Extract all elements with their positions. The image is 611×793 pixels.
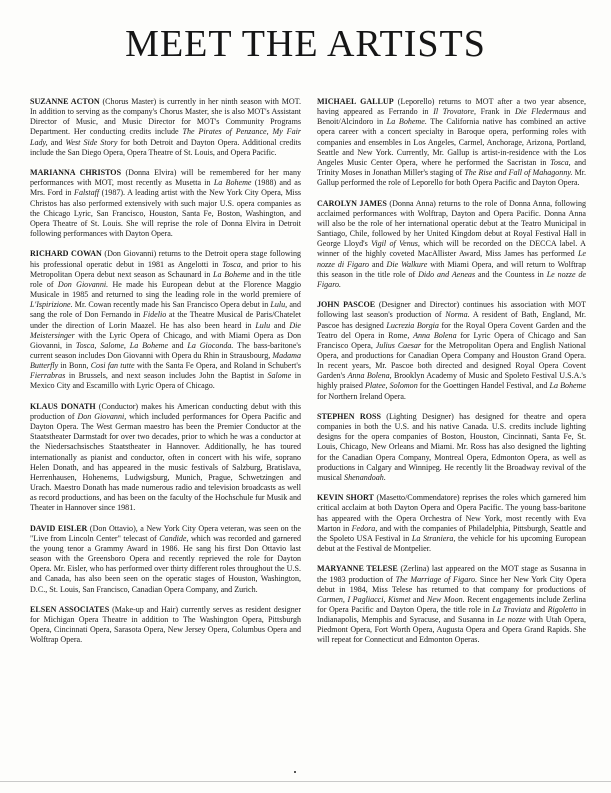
- work-title: Le nozze de Figaro.: [317, 269, 586, 289]
- work-title: Shenandoah.: [344, 472, 386, 482]
- bio-text: and: [410, 594, 428, 604]
- artist-name: MARIANNA CHRISTOS: [30, 168, 122, 178]
- bottom-edge-rule: [0, 781, 611, 782]
- bio-text: for the Metropolitan Opera and English National Opera, and productions for Canadian Opera Company and Houston Grand Opera. In recent years, Mr. Pascoe both directed and designed Royal Opera Covent Garden's: [317, 340, 587, 381]
- bio-text: which was recorded and garnered the young tenor a Grammy Award in 1986. He sang his first Don Ottavio last season with the Greensboro Opera and recently reprieved the role for Dayton Opera. Mr. Eisler, who has performed over thirty different roles throughout the U.S. and Canada, has also been seen on the operatic stages of Houston, Washington, D.C., St. Louis, San Francisco, Canadian Opera Company, and Zurich.: [30, 533, 301, 594]
- artist-name: KEVIN SHORT: [317, 493, 374, 503]
- work-title: Don Giovanni,: [77, 411, 127, 421]
- artist-bio: [317, 97, 586, 188]
- bio-text: for the Royal Opera Covent Garden and the Teatro del Opera in Rome,: [317, 320, 586, 340]
- page-title: MEET THE ARTISTS: [125, 23, 486, 65]
- bio-text: for both Detroit and Dayton Opera. Additional credits include the San Diego Opera, Opera Theatre of St. Louis, and Opera Pacific.: [30, 137, 301, 157]
- artist-bio: [30, 249, 301, 391]
- work-title: Lulu,: [270, 300, 288, 310]
- bio-text: with Utah Opera, Piedmont Opera, Fort Worth Opera, Augusta Opera and Opera Grand Rapids. She will repeat for Connecticut and Edmonton Operas.: [317, 615, 586, 645]
- artist-name: SUZANNE ACTON: [30, 97, 100, 106]
- work-title: Anna Bolena: [413, 330, 457, 340]
- bio-text: Mr. Gallup performed the role of Leporello for both Opera Pacific and Dayton Opera.: [317, 168, 587, 188]
- artist-bio: [30, 524, 301, 595]
- bio-text: and prior to his Metropolitan Opera debut next season as Schaunard in: [30, 259, 301, 279]
- work-title: La Boheme.: [386, 117, 427, 127]
- work-title: Rigoletto: [547, 604, 578, 614]
- bio-text: and: [168, 340, 188, 350]
- work-title: Fierrabras: [30, 371, 66, 381]
- artist-name: DAVID EISLER: [30, 523, 88, 533]
- bio-text: and in the title role of: [30, 269, 301, 289]
- work-title: Salome: [267, 371, 292, 381]
- work-title: The Pirates of Penzance, My Fair Lady,: [30, 127, 301, 147]
- bio-text: (Conductor) makes his American conducting debut with this production of: [30, 401, 301, 421]
- left-column: [30, 97, 301, 656]
- work-title: Platee, Solomon: [364, 381, 418, 391]
- bio-text: (Don Giovanni) returns to the Detroit opera stage following his professional operatic debut in 1981 as Angelotti in: [30, 249, 301, 269]
- bio-text: A resident of Bath, England, Mr. Pascoe has designed: [317, 310, 586, 330]
- work-title: Carmen, I Pagliacci, Kismet: [317, 594, 411, 604]
- bio-text: Mr. Cowan recently made his San Francisco Opera debut in: [72, 300, 271, 310]
- bio-text: and sang the role of Don Fernando in: [30, 300, 301, 320]
- bio-text: in Mexico City and Escamillo with Lyric Opera of Chicago.: [30, 371, 301, 391]
- work-title: Dido and Aeneas: [418, 269, 476, 279]
- artist-name: STEPHEN ROSS: [317, 411, 381, 421]
- artist-bio: [317, 199, 586, 290]
- artist-name: CAROLYN JAMES: [317, 198, 387, 208]
- bio-text: which will be recorded on the DECCA label. A winner of the highly coveted MacAllister Award, Miss James has performed: [317, 239, 586, 259]
- bio-text: (Zerlina) last appeared on the MOT stage as Susanna in the 1983 production of: [317, 564, 586, 584]
- bio-text: in Bonn,: [58, 361, 91, 371]
- bio-text: (Make-up and Hair) currently serves as resident designer for Michigan Opera Theatre in addition to The Washington Opera, Pittsburgh Opera, Cincinnati Opera, Sarasota Opera, New Jersey Opera, Columbus Opera and Wolftrap Opera.: [30, 604, 302, 645]
- bio-text: and Benoit/Alcindoro in: [317, 107, 586, 127]
- artist-bio: [317, 564, 586, 645]
- work-title: La Gioconda.: [187, 340, 234, 350]
- bio-text: (Leporello) returns to MOT after a two year absence, having appeared as Ferrando in: [317, 97, 586, 117]
- bio-text: with the Santa Fe Opera, and Roland in Schubert's: [134, 361, 301, 371]
- work-title: Candide,: [159, 533, 189, 543]
- work-title: Le nozze di Figaro: [317, 249, 586, 269]
- work-title: Fidelio: [143, 310, 167, 320]
- work-title: West Side Story: [65, 137, 118, 147]
- right-column: [317, 97, 586, 656]
- work-title: Julius Caesar: [375, 340, 422, 350]
- work-title: Fedora,: [351, 523, 378, 533]
- artist-bio: [30, 402, 301, 514]
- bio-text: in Brussels, and next season includes John the Baptist in: [65, 371, 268, 381]
- work-title: Il Trovatore,: [433, 107, 476, 117]
- work-title: Norma.: [445, 310, 470, 320]
- artist-bio: [317, 300, 586, 402]
- work-title: Anna Bolena,: [347, 371, 392, 381]
- work-title: Le nozze: [496, 615, 526, 625]
- work-title: L'Ispirizione.: [30, 300, 73, 310]
- bio-text: for Northern Ireland Opera.: [317, 391, 406, 401]
- artist-bio: [30, 605, 301, 646]
- bio-text: the vehicle for his upcoming European debut at the Festival de Montpelier.: [317, 533, 586, 553]
- bio-text: at the Theatre Musical de Paris/Chatelet under the direction of Lorin Maazel. He has also been heard in: [30, 310, 301, 330]
- bio-text: and: [530, 604, 548, 614]
- work-title: La Traviata: [492, 604, 531, 614]
- work-title: Madama Butterfly: [30, 350, 301, 371]
- artist-bio: [317, 493, 586, 554]
- work-title: Tosca, Salome, La Boheme: [75, 340, 169, 350]
- bio-text: Frank in: [475, 107, 515, 117]
- bio-text: for Lyric Opera of Chicago and San Francisco Opera,: [317, 330, 586, 350]
- bio-text: and the Countess in: [475, 269, 547, 279]
- work-title: Tosca,: [550, 157, 571, 167]
- work-title: Die Walkure: [386, 259, 428, 269]
- work-title: Falstaff: [74, 188, 100, 198]
- work-title: Don Giovanni.: [57, 279, 109, 289]
- artist-name: MICHAEL GALLUP: [317, 97, 394, 106]
- work-title: La Boheme: [549, 381, 586, 391]
- work-title: Tosca,: [222, 259, 243, 269]
- bio-text: (1987). A leading artist with the New York City Opera, Miss Christos has also performed extensively with such major U.S. opera companies as the Chicago Lyric, San Francisco, Houston, Santa Fe, Boston, Washington, and Opera Theatre of St. Louis. She will reprise the role of Donna Elvira in Detroit following performances with Dayton Opera.: [30, 188, 301, 239]
- bio-text: (Don Ottavio), a New York City Opera veteran, was seen on the "Live from Lincoln Center" telecast of: [30, 523, 301, 543]
- work-title: Die Meistersinger: [30, 320, 301, 340]
- work-title: La Boheme: [213, 269, 251, 279]
- bio-text: which included performances for Opera Pacific and Dayton Opera. The West German maestro has been the Premier Conductor at the Staatstheater Darmstadt for over two decades, prior to which he was a conductor at the Niedersachsisches Staatstheater in Hannover. Additionally, he has toured internationally as pianist and conductor, often in concert with his wife, soprano Helen Donath, and has appeared in the music festivals of Salzburg, Bratislava, Herrenhausen, Hohenems, Ludwigsburg, Munich, Prague, Schwetzingen and Urach. Maestro Donath has made numerous radio and television broadcasts as well as record productions, and has been on the faculty of the Hochschule fur Musik and Theater in Hannover since 1981.: [30, 411, 301, 513]
- bio-text: with Miami Opera, and will return to Wolftrap this season in the title role of: [317, 259, 587, 279]
- bio-text: He made his European debut at the Florence Maggio Musicale in 1985 and returned to sing the leading role in the world premiere of: [30, 279, 301, 300]
- bio-text: with the Lyric Opera of Chicago, and with Miami Opera as Don Giovanni, in: [30, 330, 301, 350]
- artist-name: JOHN PASCOE: [317, 300, 376, 310]
- bio-text: The bass-baritone's current season includes Don Giovanni with Opera du Rhin in Strausbourg,: [30, 340, 301, 360]
- work-title: New Moon.: [427, 594, 465, 604]
- bio-text: and Trinity Moses in Jonathan Miller's staging of: [317, 157, 586, 178]
- work-title: Lulu: [255, 320, 271, 330]
- work-title: The Rise and Fall of Mahagonny.: [464, 168, 573, 178]
- bio-text: (Donna Elvira) will be remembered for her many performances with MOT, most recently as Musetta in: [30, 168, 301, 188]
- work-title: La Straniera,: [411, 533, 456, 543]
- bio-text: Brooklyn Academy of Music and Spoleto Festival U.S.A.'s highly praised: [317, 371, 586, 391]
- artist-name: RICHARD COWAN: [30, 249, 102, 259]
- bio-text: and: [369, 259, 387, 269]
- bio-text: Recent engagements include Zerlina for Opera Pacific and Dayton Opera, the title role in: [317, 594, 586, 614]
- page-mark: [294, 771, 296, 773]
- artist-bio: [30, 97, 301, 158]
- work-title: Cosi fan tutte: [90, 361, 135, 371]
- work-title: The Marriage of Figaro.: [395, 574, 478, 584]
- artist-name: KLAUS DONATH: [30, 401, 96, 411]
- bio-text: The California native has combined an active opera career with a concert specialty in Baroque opera, performing roles with companies and ensembles in Los Angeles, Carmel, Anchorage, Arizona, Portland, Seattle and New York. Currently, Mr. Gallup is artist-in-residence with the Los Angeles Music Center Opera, where he performed the Sacristan in: [317, 117, 586, 167]
- work-title: La Boheme: [213, 178, 252, 188]
- bio-text: for the Goettingen Handel Festival, and: [417, 381, 550, 391]
- artist-name: ELSEN ASSOCIATES: [30, 604, 110, 614]
- bio-text: and: [47, 137, 66, 147]
- artist-bio: [317, 412, 586, 483]
- artist-bio: [30, 168, 301, 239]
- bio-text: (Donna Anna) returns to the role of Donna Anna, following acclaimed performances with Wolftrap, Dayton and Opera Pacific. Donna Anna will also be the role of her international operatic debut at the Teatro Municipal in Santiago, Chile, followed by her United Kingdom debut at Royal Festival Hall in George Lloyd's: [317, 198, 587, 249]
- work-title: Lucrezia Borgia: [386, 320, 439, 330]
- bio-text: and: [270, 320, 290, 330]
- bio-text: (Masetto/Commendatore) reprises the roles which garnered him critical acclaim at both Dayton Opera and Opera Pacific. The young bass-baritone has appeared with the Opera Orchestra of New York, most recently with Eva Marton in: [317, 493, 586, 533]
- bio-text: Since her New York City Opera debut in 1984, Miss Telese has returned to that company for productions of: [317, 574, 587, 594]
- bio-text: (Chorus Master) is currently in her ninth season with MOT. In addition to serving as the company's Chorus Master, she is also MOT's Assistant Director of Music, and Music Director for MOT's Community Programs Department. Her conducting credits include: [30, 97, 302, 137]
- artist-name: MARYANNE TELESE: [317, 564, 398, 574]
- bio-text: and with the companies of Philadelphia, Pittsburgh, Seattle and the Spoleto USA Festival in: [317, 523, 586, 543]
- bio-text: (1988) and as Mrs. Ford in: [30, 178, 301, 198]
- work-title: Vigil of Venus,: [371, 239, 420, 249]
- bio-text: in Indianapolis, Memphis and Syracuse, and Susanna in: [317, 604, 586, 625]
- bio-text: (Designer and Director) continues his association with MOT following last season's production of: [317, 300, 586, 320]
- work-title: Die Fledermaus: [514, 107, 570, 117]
- bio-text: (Lighting Designer) has designed for theatre and opera companies in both the U.S. and his native Canada. U.S. credits include lighting designs for the opera companies of Boston, Houston, Cincinnati, Santa Fe, St. Louis, Chicago, New Orleans and Miami. Mr. Ross has also designed the lighting for the Canadian Opera Company, Montreal Opera, Edmonton Opera, as well as productions in Calgary and Winnipeg. He recently lit the Broadway revival of the musical: [317, 411, 586, 482]
